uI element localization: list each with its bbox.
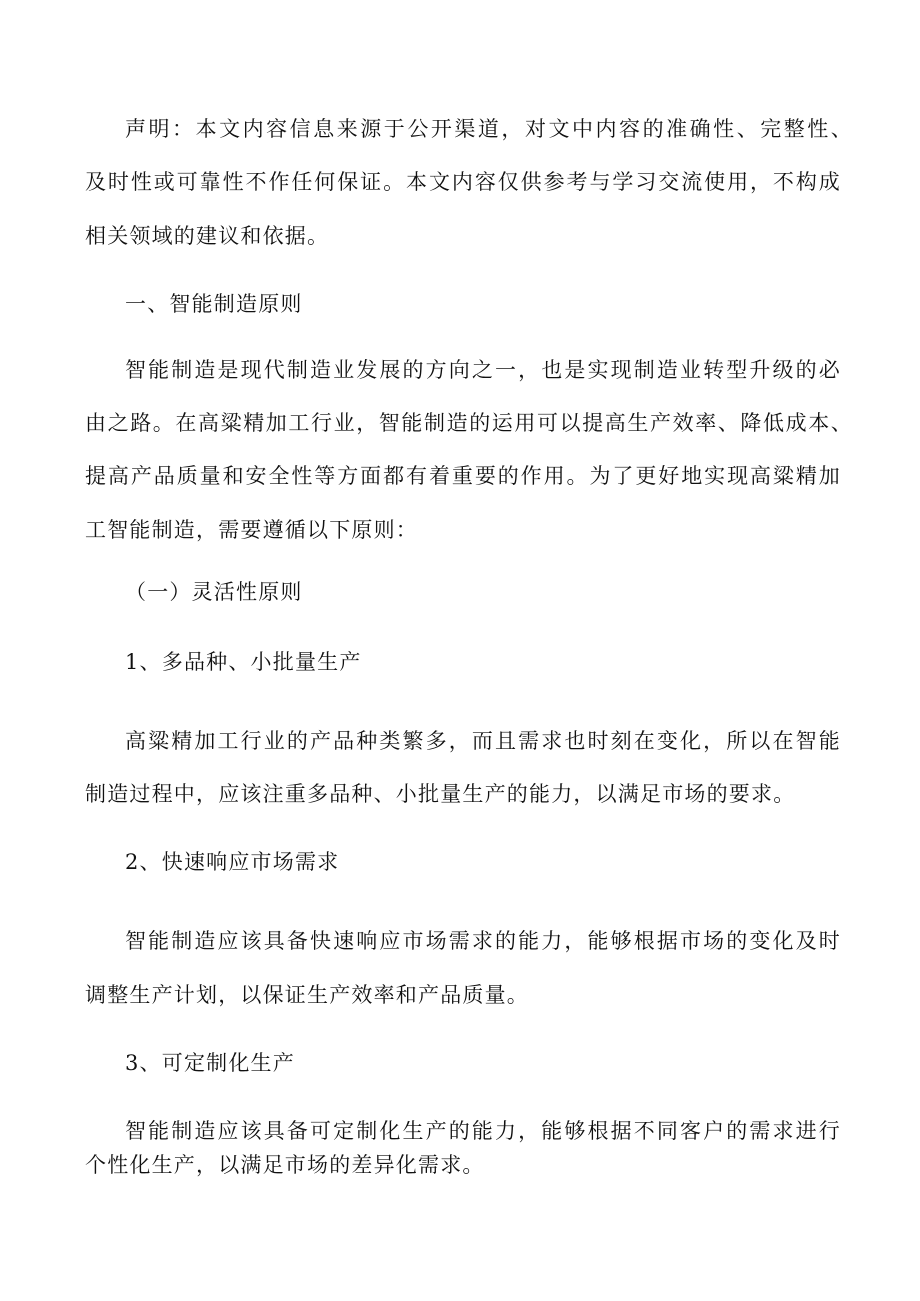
disclaimer-line-3: 相关领域的建议和依据。 — [85, 224, 330, 248]
item-3-line-2: 个性化生产，以满足市场的差异化需求。 — [85, 1153, 485, 1177]
item-1-title: 1、多品种、小批量生产 — [125, 650, 362, 674]
intro-line-2: 由之路。在高粱精加工行业，智能制造的运用可以提高生产效率、降低成本、 — [85, 411, 853, 435]
item-2-title: 2、快速响应市场需求 — [125, 850, 340, 874]
disclaimer-line-1: 声明：本文内容信息来源于公开渠道，对文中内容的准确性、完整性、 — [125, 117, 853, 141]
disclaimer-line-2: 及时性或可靠性不作任何保证。本文内容仅供参考与学习交流使用，不构成 — [85, 170, 841, 194]
item-2-line-2: 调整生产计划，以保证生产效率和产品质量。 — [85, 983, 529, 1007]
section-heading: 一、智能制造原则 — [125, 292, 303, 316]
item-2-line-1: 智能制造应该具备快速响应市场需求的能力，能够根据市场的变化及时 — [125, 929, 841, 953]
item-3-line-1: 智能制造应该具备可定制化生产的能力，能够根据不同客户的需求进行 — [125, 1119, 841, 1143]
item-1-line-2: 制造过程中，应该注重多品种、小批量生产的能力，以满足市场的要求。 — [85, 782, 796, 806]
intro-line-1: 智能制造是现代制造业发展的方向之一，也是实现制造业转型升级的必 — [125, 358, 841, 382]
item-3-title: 3、可定制化生产 — [125, 1051, 295, 1075]
intro-line-3: 提高产品质量和安全性等方面都有着重要的作用。为了更好地实现高粱精加 — [85, 464, 841, 488]
intro-line-4: 工智能制造，需要遵循以下原则： — [85, 518, 418, 542]
subsection-heading: （一）灵活性原则 — [125, 580, 303, 604]
item-1-line-1: 高粱精加工行业的产品种类繁多，而且需求也时刻在变化，所以在智能 — [125, 729, 841, 753]
